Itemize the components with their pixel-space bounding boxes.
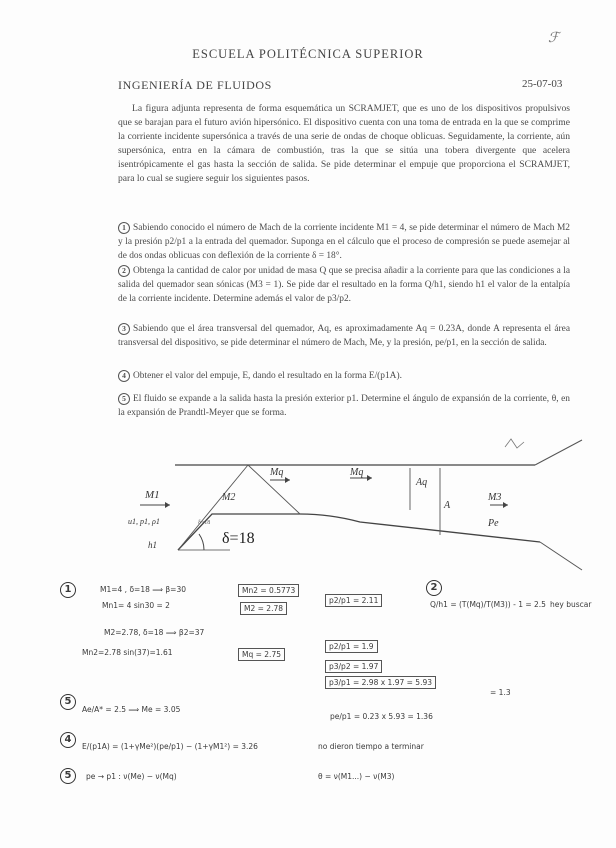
question-4 <box>118 370 570 384</box>
hw-q5-line2: θ = ν(M1...) − ν(M3) <box>318 772 395 781</box>
label-a: A <box>444 500 451 511</box>
handwritten-q4-marker: 4 <box>60 732 76 748</box>
hw-q1-line3: M2=2.78, δ=18 ⟹ β2=37 <box>104 628 205 637</box>
hw-box-m2: M2 = 2.78 <box>240 602 287 615</box>
hw-q3-line1: Ae/A* = 2.5 ⟹ Me = 3.05 <box>82 705 181 714</box>
deflection-angle-arc <box>199 534 204 550</box>
question-5 <box>118 393 570 421</box>
question-text: Sabiendo conocido el número de Mach de la corriente incidente M1 = 4, se pide determinar el número de Mach M2 y la presión p2/p1 a la entrada del quemador. Suponga en el cálculo que el proceso de compresión se puede asemejar al de dos ondas oblicuas con deflexión de la corriente δ = 18°. <box>118 223 570 261</box>
arrow-head <box>165 502 170 508</box>
school-title: ESCUELA POLITÉCNICA SUPERIOR <box>192 47 424 61</box>
handwritten-arrow-upper <box>505 439 524 448</box>
label-h1: h1 <box>148 540 157 550</box>
label-mq-left: Mq <box>270 467 284 478</box>
signature-mark: ℱ <box>548 31 560 46</box>
question-number: 2 <box>118 265 130 277</box>
hw-box-mq: Mq = 2.75 <box>238 648 285 661</box>
hw-q1-line2: Mn1= 4 sin30 = 2 <box>102 601 170 610</box>
hw-q3-line2: pe/p1 = 0.23 x 5.93 = 1.36 <box>330 712 433 721</box>
label-aq: Aq <box>416 477 428 488</box>
hw-box-p3p2: p3/p2 = 1.97 <box>325 660 382 673</box>
handwritten-q1-marker: 1 <box>60 582 76 598</box>
arrow-head <box>367 475 372 481</box>
question-text: El fluido se expande a la salida hasta la presión exterior p1. Determine el ángulo de expansión de la corriente, θ, en la expansión de Prandtl-Meyer que se forma. <box>118 394 570 418</box>
question-number: 3 <box>118 323 130 335</box>
hw-box-p3p1: p3/p1 = 2.98 x 1.97 = 5.93 <box>325 676 436 689</box>
hw-q1-line4: Mn2=2.78 sin(37)=1.61 <box>82 648 173 657</box>
arrow-head <box>503 502 508 508</box>
exam-date: 25-07-03 <box>522 78 563 90</box>
arrow-head <box>285 477 290 483</box>
label-pe: Pe <box>488 518 499 529</box>
exit-plume-lower <box>540 542 582 570</box>
label-m1: M1 <box>145 489 160 501</box>
question-number: 5 <box>118 393 130 405</box>
question-text: Obtenga la cantidad de calor por unidad de masa Q que se precisa añadir a la corriente para que las condiciones a la salida del quemador sean sónicas (M3 = 1). Se pide dar el resultado en la forma Q/h1, siendo h1 el valor de la entalpía de la corriente incidente. Determine además el valor de p3/p2. <box>118 266 570 304</box>
question-3 <box>118 323 570 351</box>
scramjet-diagram <box>0 430 616 580</box>
question-text: Obtener el valor del empuje, E, dando el resultado en la forma E/(p1A). <box>133 371 402 381</box>
hw-q1-line1: M1=4 , δ=18 ⟹ β=30 <box>100 585 187 594</box>
hw-q4-result: = 1.3 <box>490 688 511 697</box>
label-inflow: u1, p1, ρ1 <box>128 517 160 526</box>
question-number: 4 <box>118 370 130 382</box>
hw-q5-line1: pe → p1 : ν(Me) − ν(Mq) <box>86 772 177 781</box>
question-number: 1 <box>118 222 130 234</box>
question-text: Sabiendo que el área transversal del quemador, Aq, es aproximadamente Aq = 0.23A, donde A representa el área transversal del dispositivo, se pide determinar el número de Mach, Me, y la presión, pe/p1, en la sección de salida. <box>118 324 570 348</box>
handwritten-q5-marker: 5 <box>60 768 76 784</box>
label-small-delta: δ=18 <box>198 520 211 526</box>
hw-box-mn2: Mn2 = 0.5773 <box>238 584 299 597</box>
handwritten-q2-marker: 2 <box>426 580 442 596</box>
label-delta: δ=18 <box>222 530 255 547</box>
question-2 <box>118 265 570 306</box>
hw-box-p2p1-b: p2/p1 = 1.9 <box>325 640 378 653</box>
exit-plume-upper <box>535 440 582 465</box>
label-mq-right: Mq <box>350 467 364 478</box>
hw-q2-note: hey buscar <box>550 600 592 609</box>
label-m3: M3 <box>488 492 502 503</box>
hw-q4-line2: no dieron tiempo a terminar <box>318 742 424 751</box>
label-m2: M2 <box>222 492 236 503</box>
handwritten-q3-marker: 5 <box>60 694 76 710</box>
subject-title: INGENIERÍA DE FLUIDOS <box>118 78 272 92</box>
question-1 <box>118 222 570 263</box>
hw-box-p2p1-a: p2/p1 = 2.11 <box>325 594 382 607</box>
hw-q4-line1: E/(p1A) = (1+γMe²)(pe/p1) − (1+γM1²) = 3.26 <box>82 742 258 751</box>
hw-q2-line1: Q/h1 = (T(Mq)/T(M3)) - 1 = 2.5 <box>430 600 546 609</box>
problem-statement: La figura adjunta representa de forma esquemática un SCRAMJET, que es uno de los dispositivos propulsivos que se barajan para el futuro avión hipersónico. El dispositivo cuenta con una toma de entrada en la que se comprime la corriente incidente supersónica a través de una serie de ondas de choque oblicuas. Seguidamente, la corriente, aún supersónica, entra en la cámara de combustión, tras la que se sitúa una tobera divergente que acelera isentrópicamente el gas hasta la sección de salida. Se pide determinar el empuje que proporciona el SCRAMJET, para lo cual se sugiere seguir los siguientes pasos. <box>118 103 570 184</box>
